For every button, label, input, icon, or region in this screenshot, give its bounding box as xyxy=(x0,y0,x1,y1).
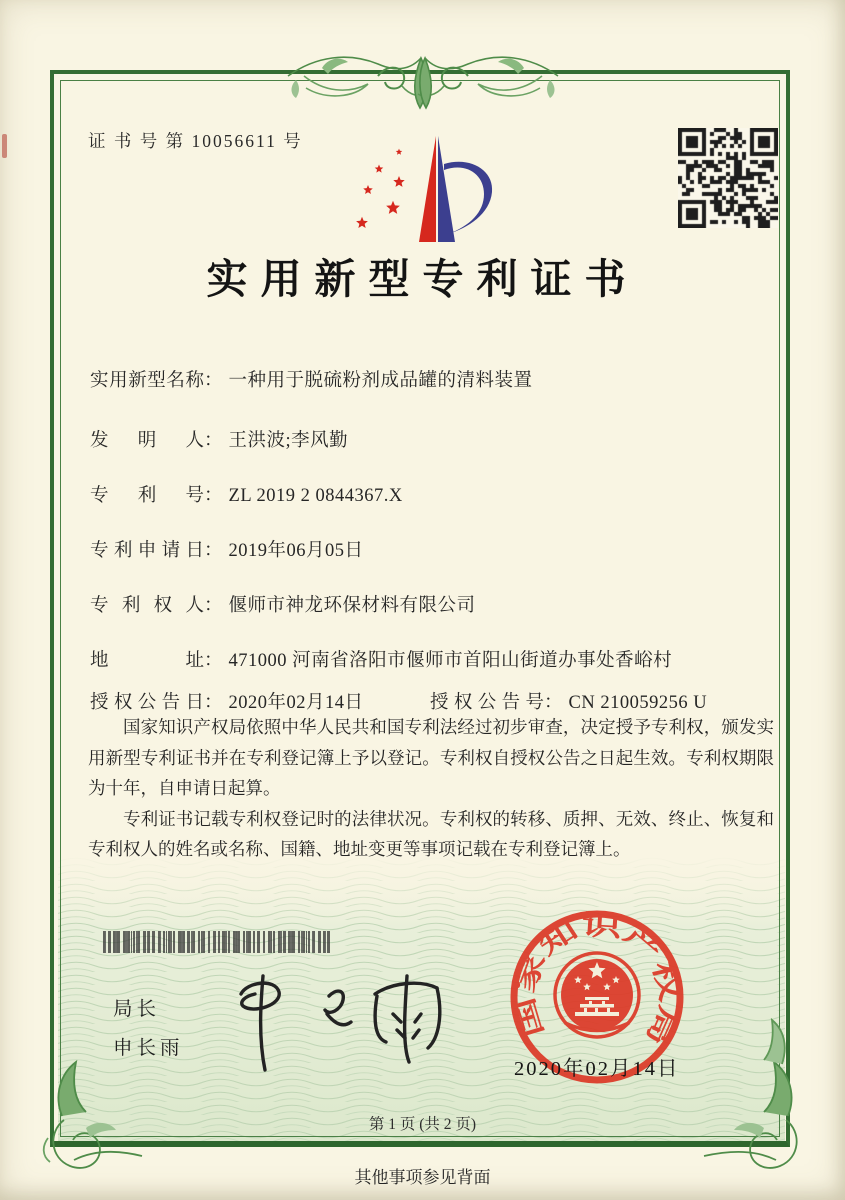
field-label: 地址 xyxy=(90,651,204,671)
seal-date: 2020年02月14日 xyxy=(514,1058,680,1080)
colon: ： xyxy=(204,651,223,671)
seal-text: 国家知识产权局 xyxy=(509,909,684,1041)
bottom-right-flourish-icon xyxy=(696,1018,816,1170)
field-value: 王洪波;李风勤 xyxy=(228,431,349,451)
colon: ： xyxy=(204,596,223,616)
colon: ： xyxy=(204,486,223,506)
field-grant-no xyxy=(430,688,707,714)
field-value: 一种用于脱硫粉剂成品罐的清料装置 xyxy=(228,371,533,391)
cnipa-logo-icon xyxy=(336,126,526,248)
legal-paragraph-2: 专利证书记载专利权登记时的法律状况。专利权的转移、质押、无效、终止、恢复和专利权人的姓名或名称、国籍、地址变更等事项记载在专利登记簿上。 xyxy=(88,808,774,859)
shen-changyu-signature-icon xyxy=(225,958,455,1073)
qr-code xyxy=(678,128,778,228)
field-label: 实用新型名称 xyxy=(90,371,204,391)
field-label: 专利申请日 xyxy=(90,541,204,561)
field-value: ZL 2019 2 0844367.X xyxy=(228,486,403,506)
colon: ： xyxy=(544,693,563,713)
certificate-title: 实用新型专利证书 xyxy=(206,256,639,302)
scan-edge-mark xyxy=(2,134,7,158)
field-label: 专利号 xyxy=(90,486,204,506)
legal-paragraph-1: 国家知识产权局依照中华人民共和国专利法经过初步审查，决定授予专利权，颁发实用新型专利证书并在专利登记簿上予以登记。专利权自授权公告之日起生效。专利权期限为十年，自申请日起算。 xyxy=(88,717,774,798)
field-value: CN 210059256 U xyxy=(568,693,708,713)
field-row-inventor xyxy=(90,426,780,452)
officer-name: 申长雨 xyxy=(113,1038,184,1059)
field-value: 471000 河南省洛阳市偃师市首阳山街道办事处香峪村 xyxy=(228,651,673,671)
page-number: 第 1 页 (共 2 页) xyxy=(368,1116,477,1133)
field-row-filing-date xyxy=(90,536,780,562)
field-row-patent-no xyxy=(90,481,780,507)
officer-title: 局长 xyxy=(113,999,161,1020)
field-label: 授权公告日 xyxy=(90,693,204,713)
field-row-patentee xyxy=(90,591,780,617)
field-label: 授权公告号 xyxy=(430,693,544,713)
field-value: 2019年06月05日 xyxy=(228,541,364,561)
colon: ： xyxy=(204,541,223,561)
field-row-address xyxy=(90,646,780,672)
colon: ： xyxy=(204,693,223,713)
barcode xyxy=(103,931,331,953)
back-side-note: 其他事项参见背面 xyxy=(354,1168,491,1187)
field-value: 偃师市神龙环保材料有限公司 xyxy=(228,596,476,616)
certificate-number: 证 书 号 第 10056611 号 xyxy=(88,131,303,151)
national-emblem-icon xyxy=(555,953,639,1037)
colon: ： xyxy=(204,431,223,451)
field-label: 专利权人 xyxy=(90,596,204,616)
colon: ： xyxy=(204,371,223,391)
field-label: 发明人 xyxy=(90,431,204,451)
field-row-name xyxy=(90,366,780,392)
field-row-grant xyxy=(90,688,780,714)
top-dragon-ornament-icon xyxy=(282,46,564,120)
field-value: 2020年02月14日 xyxy=(228,693,364,713)
legal-text xyxy=(88,712,774,865)
